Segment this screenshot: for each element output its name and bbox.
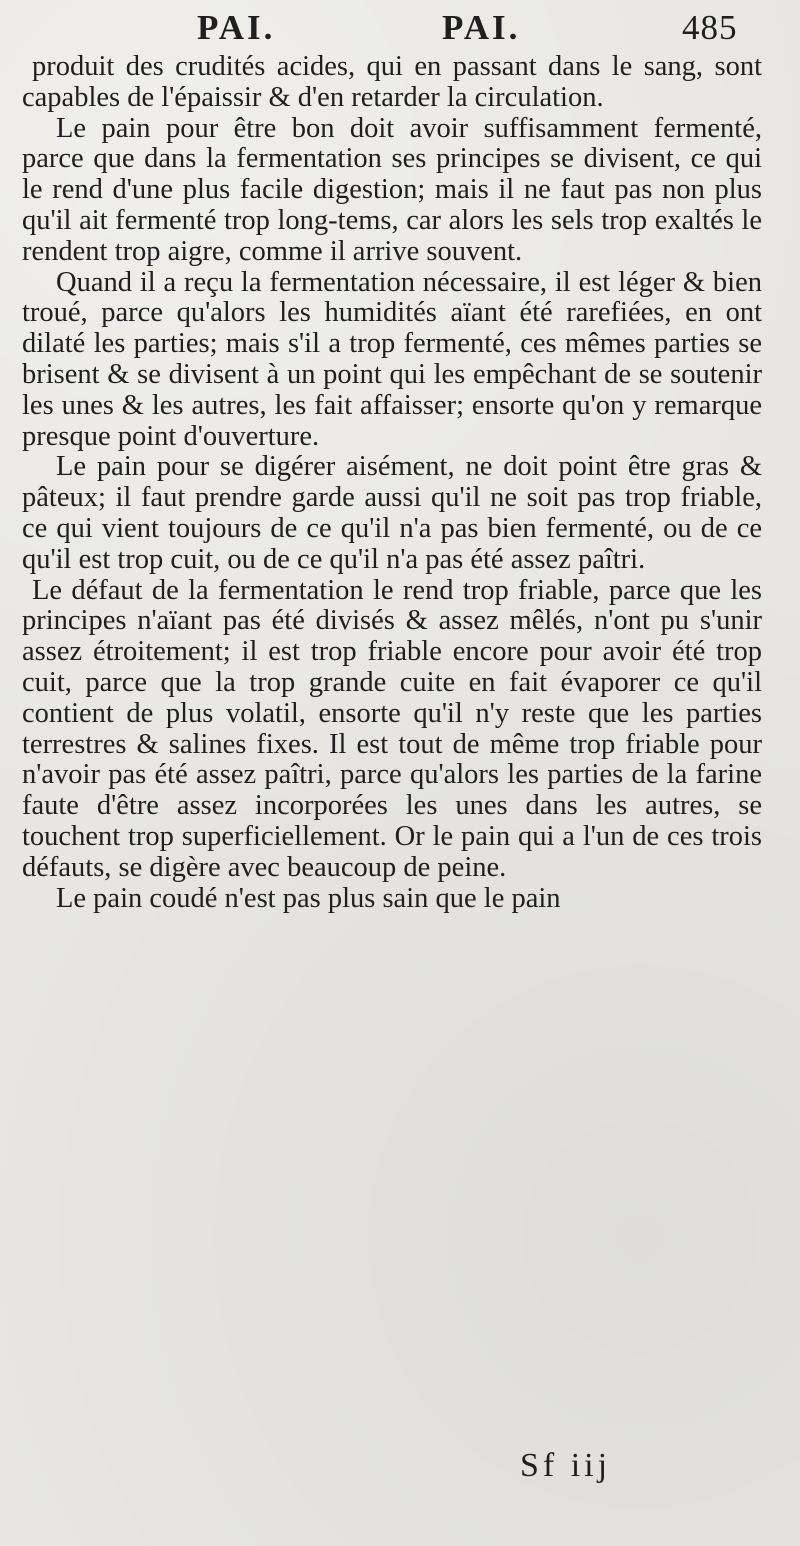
paragraph-3: Quand il a reçu la fermentation nécessaire, il est léger & bien troué, parce qu'alors les humidités aïant été rarefiées, en ont dilaté les parties; mais s'il a trop fermenté, ces mêmes parties se brisent & se divisent à un point qui les empêchant de se soutenir les unes & les autres, les fait affaisser; ensorte qu'on y remarque presque point d'ouverture. (22, 266, 762, 452)
running-head-left: PAI. (197, 8, 276, 47)
paragraph-2: Le pain pour être bon doit avoir suffisamment fermenté, parce que dans la fermentation ses principes se divisent, ce qui le rend d'une plus facile digestion; mais il ne faut pas non plus qu'il ait fermenté trop long-tems, car alors les sels trop exaltés le rendent trop aigre, comme il arrive souvent. (22, 112, 762, 267)
paragraph-5: Le défaut de la fermentation le rend trop friable, parce que les principes n'aïant pas été divisés & assez mêlés, n'ont pu s'unir assez étroitement; il est trop friable encore pour avoir été trop cuit, parce que la trop grande cuite en fait évaporer ce qu'il contient de plus volatil, ensorte qu'il n'y reste que les parties terrestres & salines fixes. Il est tout de même trop friable pour n'avoir pas été assez paîtri, parce qu'alors les parties de la farine faute d'être assez incorporées les unes dans les autres, se touchent trop superficiellement. Or le pain qui a l'un de ces trois défauts, se digère avec beaucoup de peine. (22, 574, 762, 883)
signature-mark: Sf iij (520, 1447, 612, 1484)
paragraph-6: Le pain coudé n'est pas plus sain que le pain (56, 882, 561, 914)
running-head-right: PAI. (442, 8, 521, 47)
paragraph-4: Le pain pour se digérer aisément, ne doit point être gras & pâteux; il faut prendre garde aussi qu'il ne soit pas trop friable, ce qui vient toujours de ce qu'il n'a pas bien fermenté, ou de ce qu'il est trop cuit, ou de ce qu'il n'a pas été assez paîtri. (22, 451, 762, 575)
page-number: 485 (682, 8, 738, 47)
running-head (22, 8, 762, 52)
paragraph-1: produit des crudités acides, qui en passant dans le sang, sont capables de l'épaissir & d'en retarder la circulation. (22, 51, 762, 113)
body-text (22, 52, 762, 914)
